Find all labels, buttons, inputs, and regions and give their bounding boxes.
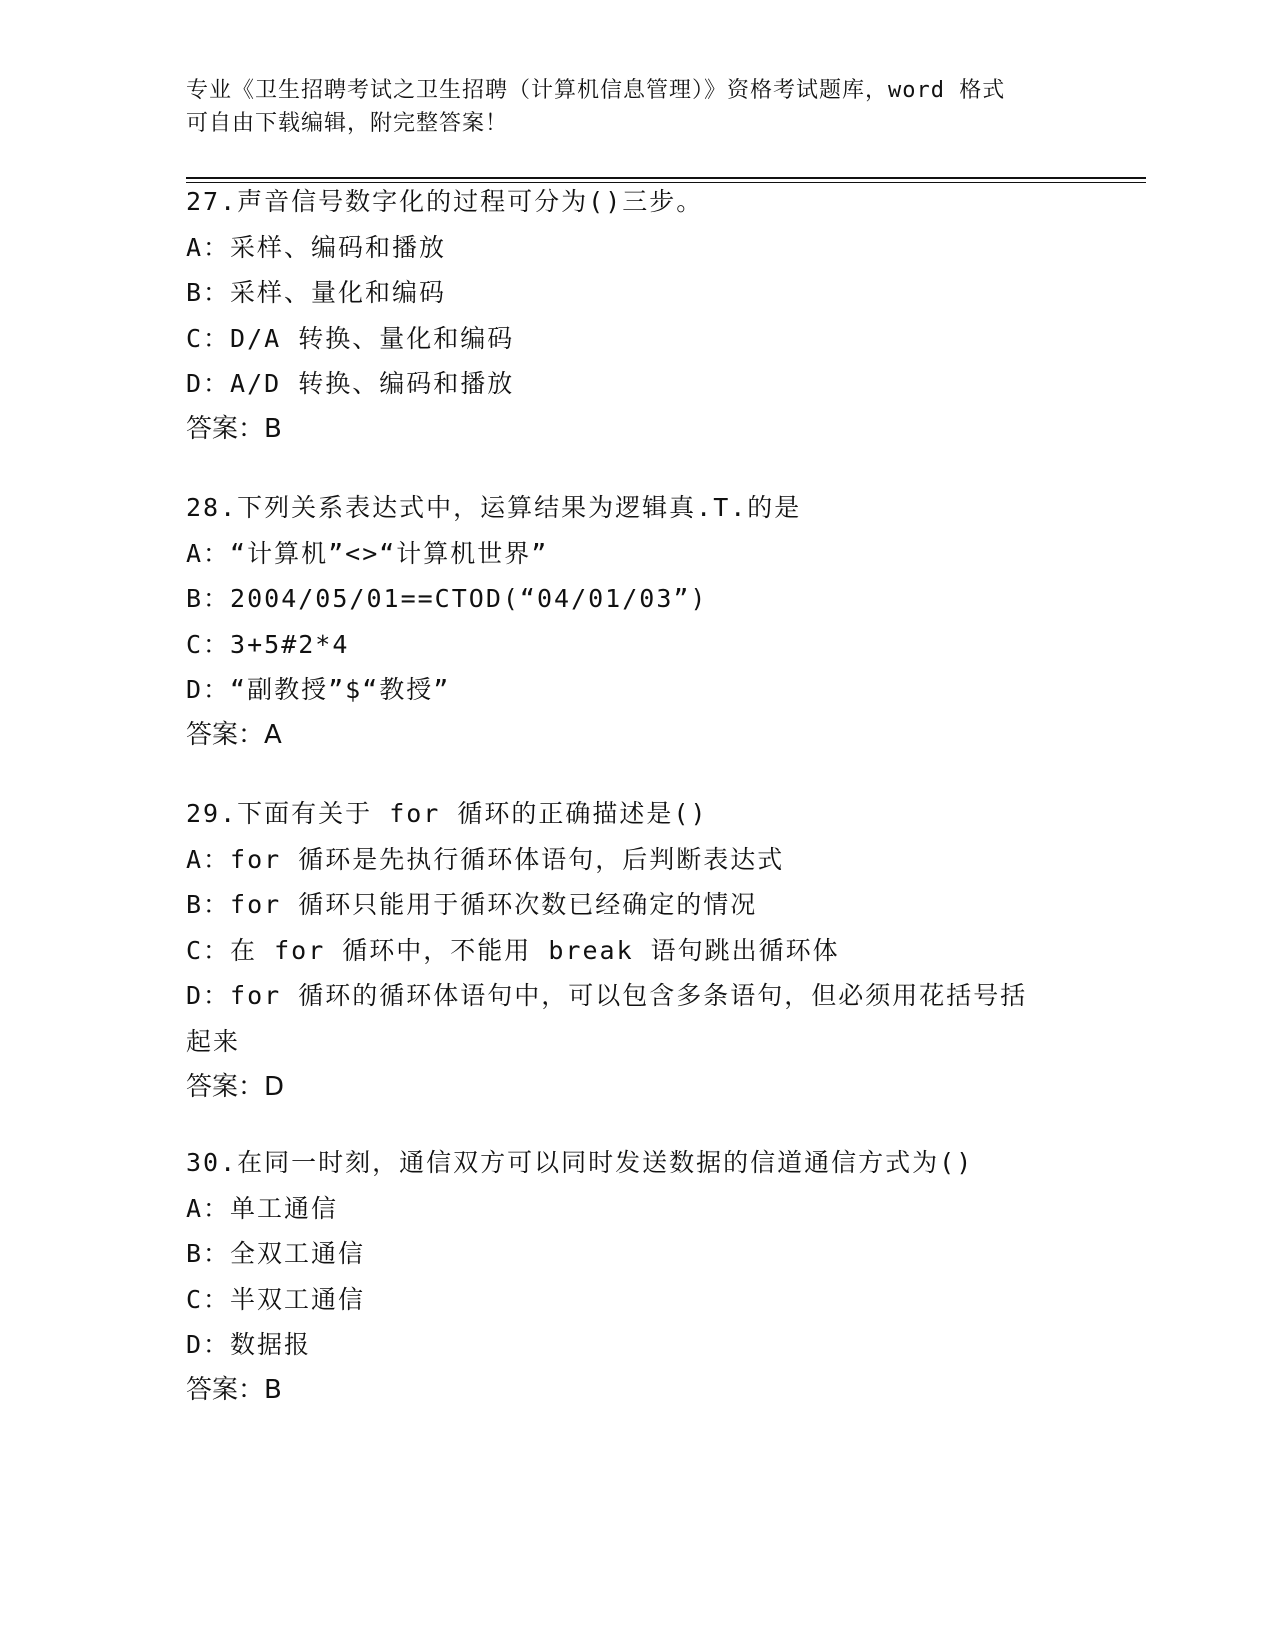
- answer: 答案：B: [186, 413, 282, 444]
- option-a: A：采样、编码和播放: [186, 232, 447, 262]
- option-d-continued: 起来: [186, 1026, 241, 1056]
- option-c: C：3+5#2*4: [186, 629, 350, 659]
- option-d: D：“副教授”$“教授”: [186, 675, 451, 705]
- option-c: C：在 for 循环中，不能用 break 语句跳出循环体: [186, 935, 840, 965]
- answer: 答案：B: [186, 1374, 282, 1405]
- question-stem: 28.下列关系表达式中，运算结果为逻辑真.T.的是: [186, 493, 802, 522]
- question-29: [186, 791, 1086, 1110]
- answer: 答案：A: [186, 719, 282, 750]
- option-a: A：for 循环是先执行循环体语句，后判断表达式: [186, 844, 785, 874]
- option-b: B：全双工通信: [186, 1239, 366, 1269]
- option-c: C：D/A 转换、量化和编码: [186, 323, 515, 353]
- question-stem: 29.下面有关于 for 循环的正确描述是(): [186, 799, 708, 828]
- question-30: [186, 1140, 1086, 1414]
- option-d: D：A/D 转换、编码和播放: [186, 369, 515, 399]
- question-stem: 27.声音信号数字化的过程可分为()三步。: [186, 187, 704, 216]
- header-line-2: 可自由下载编辑，附完整答案！: [186, 111, 509, 136]
- header-line-1: 专业《卫生招聘考试之卫生招聘（计算机信息管理）》资格考试题库，word 格式: [186, 78, 1006, 103]
- option-d: D：for 循环的循环体语句中，可以包含多条语句，但必须用花括号括: [186, 981, 1028, 1011]
- option-d: D：数据报: [186, 1330, 312, 1360]
- option-c: C：半双工通信: [186, 1284, 366, 1314]
- question-27: [186, 179, 1086, 453]
- option-b: B：采样、量化和编码: [186, 278, 447, 308]
- option-a: A：单工通信: [186, 1193, 339, 1223]
- option-a: A：“计算机”<>“计算机世界”: [186, 538, 549, 568]
- option-b: B：for 循环只能用于循环次数已经确定的情况: [186, 890, 758, 920]
- option-b: B：2004/05/01==CTOD(“04/01/03”): [186, 584, 708, 614]
- answer: 答案：D: [186, 1071, 285, 1102]
- document-header: [186, 74, 1066, 140]
- question-stem: 30.在同一时刻，通信双方可以同时发送数据的信道通信方式为(): [186, 1148, 974, 1177]
- question-28: [186, 485, 1086, 759]
